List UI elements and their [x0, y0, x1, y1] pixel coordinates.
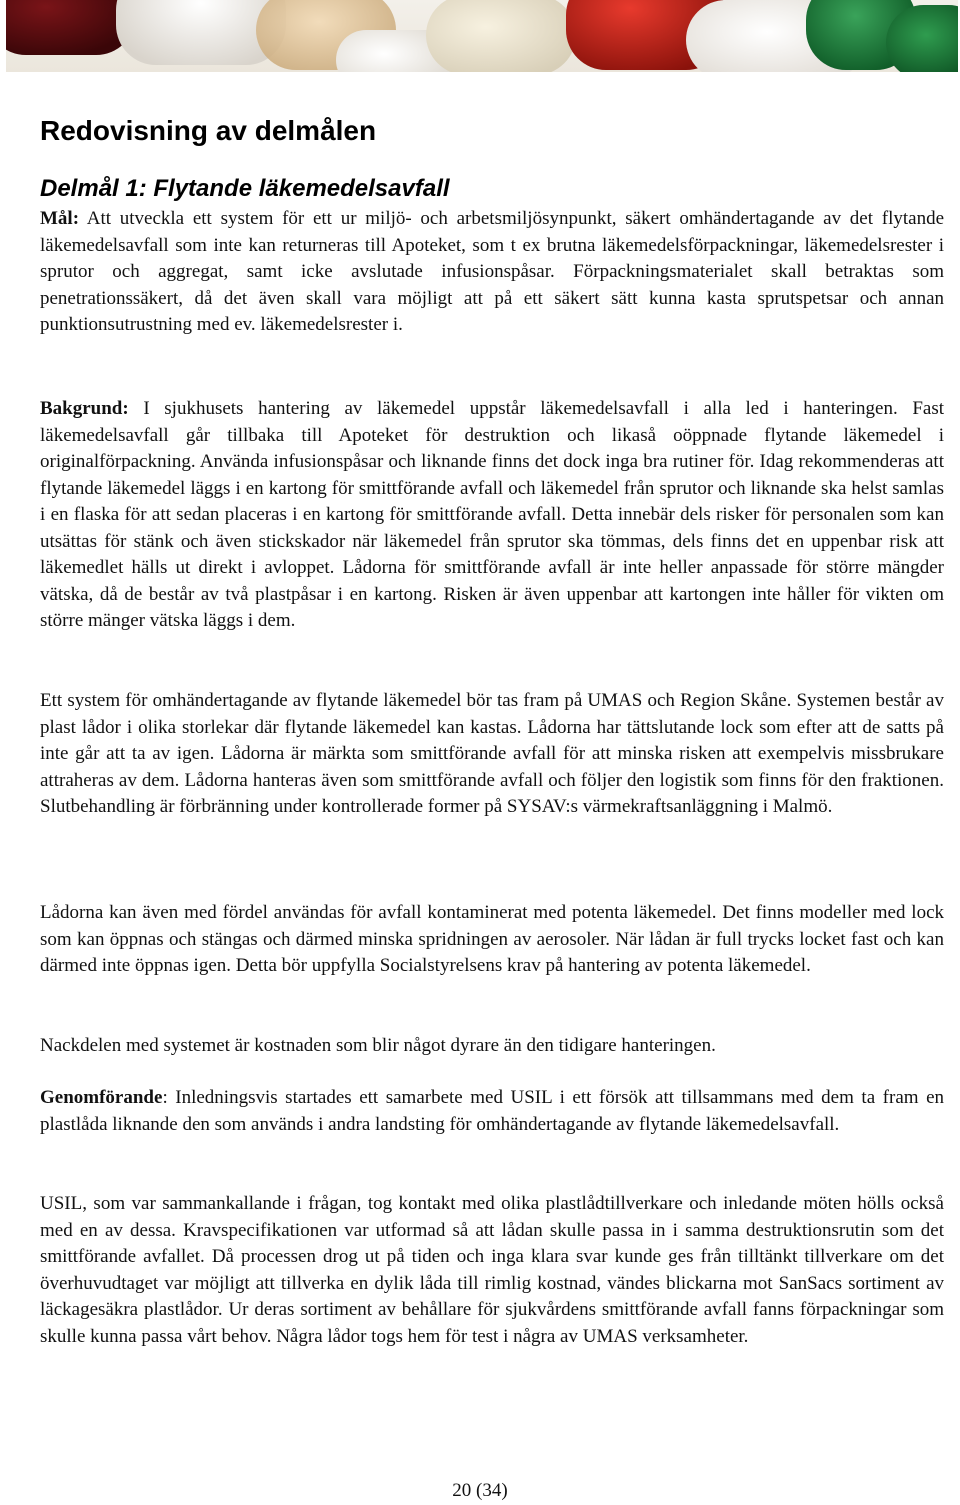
page-number: 20 (34) [452, 1480, 508, 1501]
paragraph-system [40, 688, 944, 821]
paragraph-bakgrund [40, 396, 944, 635]
section-subheading: Delmål 1: Flytande läkemedelsavfall [40, 175, 450, 202]
paragraph-label: Mål: [40, 208, 80, 229]
paragraph-mal [40, 206, 944, 339]
paragraph-usil [40, 1191, 944, 1350]
paragraph-text: USIL, som var sammankallande i frågan, tog kontakt med olika plastlådtillverkare och inledande möten hölls också med en av dessa. Kravspecifikationen var utformad så att lådan skulle passa in i samma destruktionsrutin som det smittförande avfallet. Då processen drog ut på tiden och inga klara svar kunde ges från tilltänkt tillverkare om det överhuvudtaget var möjligt att tillverka en dylik låda till rimlig kostnad, vändes blickarna mot SanSacs sortiment av läckagesäkra plastlådor. Ur deras sortiment av behållare för sjukvårdens smittförande avfall fanns förpackningar som skulle kunna passa vårt behov. Några lådor togs hem för test i några av UMAS verksamheter. [40, 1193, 944, 1347]
header-pills-image [6, 0, 958, 72]
paragraph-potenta [40, 900, 944, 980]
paragraph-text: Nackdelen med systemet är kostnaden som blir något dyrare än den tidigare hanteringen. [40, 1035, 716, 1056]
paragraph-label: Genomförande [40, 1087, 163, 1108]
paragraph-text: Lådorna kan även med fördel användas för avfall kontaminerat med potenta läkemedel. Det finns modeller med lock som kan öppnas och stängas och därmed minska spridningen av aerosoler. När lådan är full trycks locket fast och kan därmed inte öppnas igen. Detta bör uppfylla Socialstyrelsens krav på hantering av potenta läkemedel. [40, 902, 944, 976]
paragraph-text: Ett system för omhändertagande av flytande läkemedel bör tas fram på UMAS och Region Skåne. Systemen består av plast lådor i olika storlekar där flytande läkemedel kan kastas. Lådorna har tättslutande lock som efter att de satts på inte går att ta av igen. Lådorna är märkta som smittförande avfall för att minska risken att exempelvis missbrukare attraheras av dem. Lådorna hanteras även som smittförande avfall och följer den logistik som finns för den fraktionen. Slutbehandling är förbränning under kontrollerade former på SYSAV:s värmekraftsanläggning i Malmö. [40, 690, 944, 817]
paragraph-text: : Inledningsvis startades ett samarbete med USIL i ett försök att tillsammans med dem ta fram en plastlåda liknande den som används i andra landsting för omhändertagande av flytande läkemedelsavfall. [40, 1087, 944, 1135]
paragraph-genomforande [40, 1085, 944, 1138]
paragraph-text: Att utveckla ett system för ett ur miljö- och arbetsmiljösynpunkt, säkert omhändertagande av det flytande läkemedelsavfall som inte kan returneras till Apoteket, som t ex brutna läkemedelsförpackningar, läkemedelsrester i sprutor och aggregat, samt icke avslutade infusionspåsar. Förpackningsmaterialet skall betraktas som penetrationssäkert, då det även skall vara möjligt att på ett säkert sätt kunna kasta sprutspetsar och annan punktionsutrustning med ev. läkemedelsrester i. [40, 208, 944, 335]
paragraph-text: I sjukhusets hantering av läkemedel uppstår läkemedelsavfall i alla led i hanteringen. Fast läkemedelsavfall går tillbaka till Apoteket för destruktion och likaså oöppnade flytande läkemedel i originalförpackning. Använda infusionspåsar och liknande finns det dock inga bra rutiner för. Idag rekommenderas att flytande läkemedel läggs i en kartong för smittförande avfall och läkemedel från sprutor och liknande ska helst samlas i en flaska för att sedan placeras i en kartong för smittförande avfall. Detta innebär dels risker för personalen som kan utsättas för stänk och även stickskador när läkemedel från sprutor ska tömmas, dels finns det en uppenbar risk att läkemedlet hälls ut direkt i avloppet. Lådorna för smittförande avfall är inte heller anpassade för större mängder vätska, då de består av två plastpåsar i en kartong. Risken är även uppenbar att kartongen inte håller för vikten om större mänger vätska läggs i dem. [40, 398, 944, 631]
page-heading: Redovisning av delmålen [40, 115, 377, 146]
paragraph-label: Bakgrund: [40, 398, 129, 419]
paragraph-nackdel [40, 1033, 944, 1060]
